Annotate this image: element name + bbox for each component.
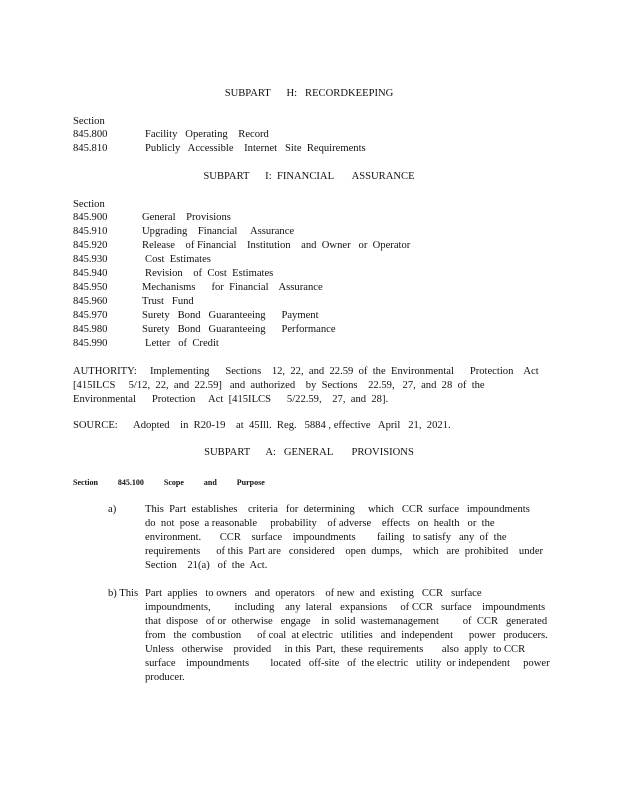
subpart-a-heading: SUBPART A: GENERAL PROVISIONS: [204, 447, 414, 458]
paragraph-a-line: do not pose a reasonable probability of adverse effects on health or the: [145, 518, 495, 529]
subpart-h-section-label: Section: [73, 116, 105, 127]
section-title: Revision of Cost Estimates: [145, 268, 274, 279]
section-row: [0, 142, 618, 156]
paragraph-b-line: producer.: [145, 672, 185, 683]
paragraph-b-line: Part applies to owners and operators of new and existing CCR surface: [145, 588, 482, 599]
section-title: Surety Bond Guaranteeing Performance: [142, 324, 336, 335]
section-845-100-heading: Section 845.100 Scope and Purpose: [73, 478, 265, 487]
section-number: 845.980: [73, 324, 108, 335]
paragraph-a-line: requirements of this Part are considered open dumps, which are prohibited under: [145, 546, 544, 557]
section-row: [0, 295, 618, 309]
section-number: 845.940: [73, 268, 108, 279]
section-number: 845.800: [73, 129, 108, 140]
section-row: [0, 323, 618, 337]
paragraph-b-line: Unless otherwise provided in this Part, these requirements also apply to CCR: [145, 644, 526, 655]
section-number: 845.950: [73, 282, 108, 293]
paragraph-b-line: surface impoundments located off-site of the electric utility or independent power: [145, 658, 550, 669]
section-number: 845.920: [73, 240, 108, 251]
section-title: Surety Bond Guaranteeing Payment: [142, 310, 319, 321]
section-title: Letter of Credit: [145, 338, 219, 349]
section-number: 845.910: [73, 226, 108, 237]
section-title: Mechanisms for Financial Assurance: [142, 282, 323, 293]
authority-line: [415ILCS 5/12, 22, and 22.59] and authorized by Sections 22.59, 27, and 28 of the: [73, 380, 485, 391]
section-number: 845.970: [73, 310, 108, 321]
subpart-i-section-label: Section: [73, 199, 105, 210]
section-number: 845.900: [73, 212, 108, 223]
section-row: [0, 225, 618, 239]
section-title: General Provisions: [142, 212, 231, 223]
paragraph-a-line: environment. CCR surface impoundments failing to satisfy any of the: [145, 532, 507, 543]
section-title: Upgrading Financial Assurance: [142, 226, 295, 237]
source-note: SOURCE: Adopted in R20-19 at 45Ill. Reg. 5884 , effective April 21, 2021.: [73, 420, 451, 431]
section-title: Publicly Accessible Internet Site Requirements: [145, 143, 366, 154]
section-row: [0, 128, 618, 142]
section-row: [0, 337, 618, 351]
section-number: 845.960: [73, 296, 108, 307]
authority-line: Environmental Protection Act [415ILCS 5/22.59, 27, and 28].: [73, 394, 389, 405]
paragraph-a-line: This Part establishes criteria for determining which CCR surface impoundments: [145, 504, 530, 515]
section-row: [0, 239, 618, 253]
paragraph-a-line: Section 21(a) of the Act.: [145, 560, 268, 571]
subpart-i-heading: SUBPART I: FINANCIAL ASSURANCE: [203, 171, 415, 182]
section-row: [0, 267, 618, 281]
authority-line: AUTHORITY: Implementing Sections 12, 22, and 22.59 of the Environmental Protection Act: [73, 366, 539, 377]
section-title: Cost Estimates: [145, 254, 211, 265]
paragraph-b-line: that dispose of or otherwise engage in solid wastemanagement of CCR generated: [145, 616, 548, 627]
section-number: 845.930: [73, 254, 108, 265]
section-number: 845.990: [73, 338, 108, 349]
paragraph-b-label: b) This: [108, 588, 139, 599]
section-row: [0, 309, 618, 323]
section-title: Facility Operating Record: [145, 129, 269, 140]
section-row: [0, 211, 618, 225]
paragraph-b-line: impoundments, including any lateral expansions of CCR surface impoundments: [145, 602, 546, 613]
paragraph-a-label: a): [108, 504, 117, 515]
subpart-h-heading: SUBPART H: RECORDKEEPING: [224, 88, 394, 99]
section-row: [0, 281, 618, 295]
section-row: [0, 253, 618, 267]
section-title: Release of Financial Institution and Owner or Operator: [142, 240, 411, 251]
paragraph-b-line: from the combustion of coal at electric utilities and independent power producers.: [145, 630, 548, 641]
section-title: Trust Fund: [142, 296, 194, 307]
section-number: 845.810: [73, 143, 108, 154]
